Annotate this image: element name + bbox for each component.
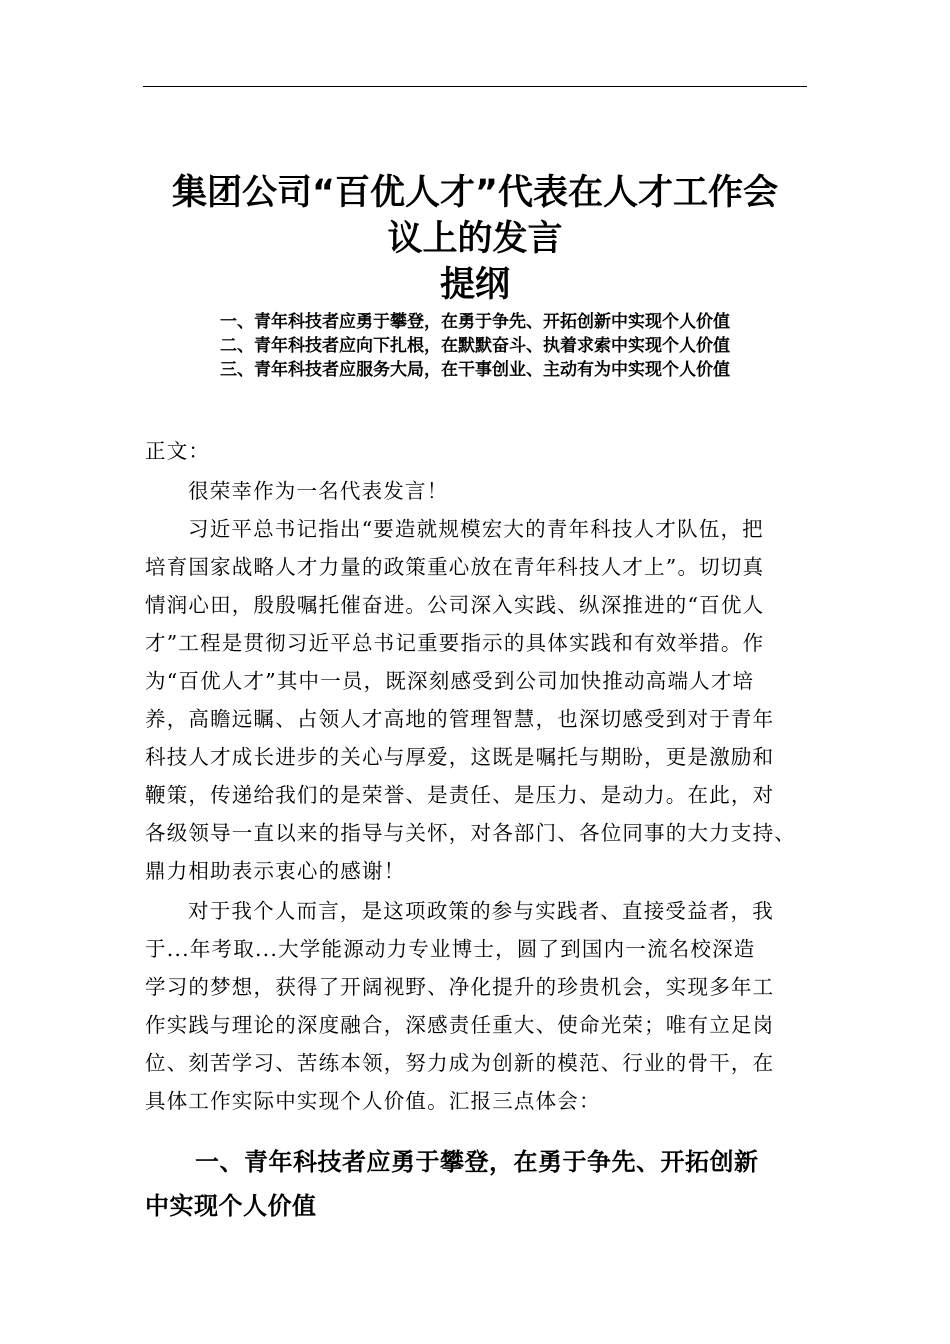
paragraph-line: 养，高瞻远瞩、占领人才高地的管理智慧，也深切感受到对于青年 bbox=[145, 707, 775, 731]
paragraph-line: 具体工作实际中实现个人价值。汇报三点体会： bbox=[145, 1089, 601, 1113]
outline-item-2: 二、青年科技者应向下扎根，在默默奋斗、执着求索中实现个人价值 bbox=[220, 336, 730, 356]
paragraph-line: 习近平总书记指出“要造就规模宏大的青年科技人才队伍，把 bbox=[188, 517, 764, 541]
paragraph-line: 才”工程是贯彻习近平总书记重要指示的具体实践和有效举措。作 bbox=[145, 631, 765, 655]
header-rule bbox=[143, 86, 807, 87]
paragraph-line: 为“百优人才”其中一员，既深刻感受到公司加快推动高端人才培 bbox=[145, 669, 755, 693]
paragraph-line: 位、刻苦学习、苦练本领，努力成为创新的模范、行业的骨干，在 bbox=[145, 1051, 775, 1075]
outline-item-1: 一、青年科技者应勇于攀登，在勇于争先、开拓创新中实现个人价值 bbox=[220, 312, 730, 332]
paragraph-line: 很荣幸作为一名代表发言！ bbox=[188, 479, 449, 503]
paragraph-line: 培育国家战略人才力量的政策重心放在青年科技人才上”。切切真 bbox=[145, 555, 765, 579]
body-label: 正文： bbox=[145, 439, 211, 463]
outline-item-3: 三、青年科技者应服务大局，在干事创业、主动有为中实现个人价值 bbox=[220, 360, 730, 380]
outline-title: 提纲 bbox=[439, 265, 510, 305]
paragraph-line: 情润心田，殷殷嘱托催奋进。公司深入实践、纵深推进的“百优人 bbox=[145, 593, 765, 617]
paragraph-line: 各级领导一直以来的指导与关怀，对各部门、各位同事的大力支持、 bbox=[145, 821, 796, 845]
paragraph-line: 学习的梦想，获得了开阔视野、净化提升的珍贵机会，实现多年工 bbox=[145, 975, 775, 999]
document-title-line-2: 议上的发言 bbox=[387, 219, 563, 259]
paragraph-line: 对于我个人而言，是这项政策的参与实践者、直接受益者，我 bbox=[188, 899, 774, 923]
document-title-line-1: 集团公司“百优人才”代表在人才工作会 bbox=[171, 173, 778, 213]
section-heading-line-1: 一、青年科技者应勇于攀登，在勇于争先、开拓创新 bbox=[195, 1148, 759, 1176]
paragraph-line: 作实践与理论的深度融合，深感责任重大、使命光荣；唯有立足岗 bbox=[145, 1013, 775, 1037]
section-heading-line-2: 中实现个人价值 bbox=[145, 1192, 317, 1220]
paragraph-line: 于...年考取...大学能源动力专业博士，圆了到国内一流名校深造 bbox=[145, 937, 756, 961]
paragraph-line: 鞭策，传递给我们的是荣誉、是责任、是压力、是动力。在此，对 bbox=[145, 783, 775, 807]
paragraph-line: 鼎力相助表示衷心的感谢！ bbox=[145, 859, 406, 883]
paragraph-line: 科技人才成长进步的关心与厚爱，这既是嘱托与期盼，更是激励和 bbox=[145, 745, 775, 769]
